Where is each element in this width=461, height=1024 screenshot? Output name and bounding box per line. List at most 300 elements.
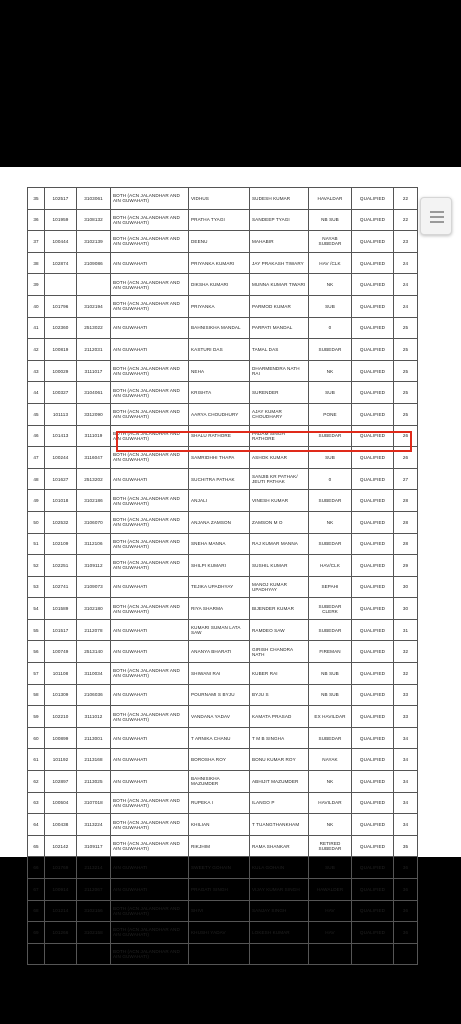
cell-sno: 54 xyxy=(28,598,45,620)
cell-father-name: PARPATI MANDAL xyxy=(250,317,309,339)
cell-candidate-name: ANANYA BHARATI xyxy=(189,641,250,663)
cell-centre: BOTH (ACN JALANDHAR AND AIN GUWAHATI) xyxy=(111,447,189,469)
cell-roll-no: 2113001 xyxy=(77,727,111,749)
cell-candidate-name: SAMRIDHHI THAPA xyxy=(189,447,250,469)
cell-rank: NB SUB xyxy=(309,663,352,685)
cell-roll-no: 3109117 xyxy=(77,835,111,857)
cell-roll-no: 3107018 xyxy=(77,792,111,814)
cell-candidate-name: SHALU RATHORE xyxy=(189,425,250,447)
table-row xyxy=(28,360,418,382)
cell-father-name: GIRISH CHANDRA NATH xyxy=(250,641,309,663)
cell-father-name: RAMA SHANKAR xyxy=(250,835,309,857)
cell-rank: NK xyxy=(309,274,352,296)
cell-form-no: 101589 xyxy=(45,598,77,620)
cell-marks: 25 xyxy=(394,360,418,382)
cell-status: QUALIFIED xyxy=(352,619,394,641)
cell-rank: EX HAVILDAR xyxy=(309,706,352,728)
cell-marks: 31 xyxy=(394,619,418,641)
cell-centre: BOTH (ACN JALANDHAR AND AIN GUWAHATI) xyxy=(111,209,189,231)
cell-form-no: 101018 xyxy=(45,490,77,512)
cell-status: QUALIFIED xyxy=(352,511,394,533)
cell-rank: SUBEDAR xyxy=(309,339,352,361)
cell-centre: BOTH (ACN JALANDHAR AND AIN GUWAHATI) xyxy=(111,425,189,447)
cell-sno: 42 xyxy=(28,339,45,361)
cell-roll-no: 3102156 xyxy=(77,900,111,922)
cell-status: QUALIFIED xyxy=(352,403,394,425)
cell-status: QUALIFIED xyxy=(352,274,394,296)
cell-rank: NB SUB xyxy=(309,209,352,231)
cell-form-no: 102210 xyxy=(45,706,77,728)
cell-sno: 62 xyxy=(28,771,45,793)
cell-marks: 34 xyxy=(394,749,418,771)
cell-father-name: SANDEEP TYAGI xyxy=(250,209,309,231)
cell-candidate-name: TEJIKA UPADHYAY xyxy=(189,576,250,598)
cell-centre: BOTH (ACN JALANDHAR AND AIN GUWAHATI) xyxy=(111,360,189,382)
cell-rank: HAVILDAR xyxy=(309,792,352,814)
cell-sno: 46 xyxy=(28,425,45,447)
table-row xyxy=(28,663,418,685)
cell-sno: 66 xyxy=(28,857,45,879)
table-row xyxy=(28,339,418,361)
cell-roll-no: 3102186 xyxy=(77,490,111,512)
cell-centre: BOTH (ACN JALANDHAR AND AIN GUWAHATI) xyxy=(111,792,189,814)
cell-status: QUALIFIED xyxy=(352,663,394,685)
cell-father-name: RAMDEO SAW xyxy=(250,619,309,641)
table-row xyxy=(28,922,418,944)
cell-rank: HAV xyxy=(309,900,352,922)
cell-father-name: BIJENDER KUMAR xyxy=(250,598,309,620)
cell-rank: SUBEDAR xyxy=(309,533,352,555)
cell-roll-no: 2113025 xyxy=(77,771,111,793)
cell-marks: 36 xyxy=(394,900,418,922)
cell-candidate-name: ANJANA ZAMSON xyxy=(189,511,250,533)
cell-centre: BOTH (ACN JALANDHAR AND AIN GUWAHATI) xyxy=(111,382,189,404)
cell-marks: 24 xyxy=(394,252,418,274)
cell-roll-no: 2112078 xyxy=(77,619,111,641)
cell-rank: NK xyxy=(309,360,352,382)
cell-marks: 29 xyxy=(394,555,418,577)
cell-father-name: KUBER RAI xyxy=(250,663,309,685)
cell-form-no: 102517 xyxy=(45,188,77,210)
cell-sno: 35 xyxy=(28,188,45,210)
cell-marks: 34 xyxy=(394,792,418,814)
cell-father-name: KULA GOHAIN xyxy=(250,857,309,879)
cell-father-name: TAMAL DAS xyxy=(250,339,309,361)
cell-centre: AIN GUWAHATI xyxy=(111,684,189,706)
cell-rank: NK xyxy=(309,814,352,836)
cell-rank: SUBEDAR CLERK xyxy=(309,598,352,620)
cell-rank: 0 xyxy=(309,468,352,490)
cell-form-no: 102532 xyxy=(45,511,77,533)
cell-status: QUALIFIED xyxy=(352,447,394,469)
cell-rank: SUBEDAR xyxy=(309,490,352,512)
cell-rank: RETIRED SUBEDAR xyxy=(309,835,352,857)
cell-sno: 49 xyxy=(28,490,45,512)
cell-form-no: 100899 xyxy=(45,727,77,749)
table-row xyxy=(28,295,418,317)
cell-status: QUALIFIED xyxy=(352,360,394,382)
cell-marks: 36 xyxy=(394,922,418,944)
cell-marks: 32 xyxy=(394,663,418,685)
cell-sno: 65 xyxy=(28,835,45,857)
cell-form-no: 100327 xyxy=(45,382,77,404)
cell-sno: 44 xyxy=(28,382,45,404)
cell-status: QUALIFIED xyxy=(352,576,394,598)
cell-candidate-name: BOROSHA ROY xyxy=(189,749,250,771)
cell-marks: 36 xyxy=(394,879,418,901)
cell-sno: 67 xyxy=(28,879,45,901)
table-row xyxy=(28,382,418,404)
cell-roll-no: 3104061 xyxy=(77,382,111,404)
cell-father-name: LOKESH KUMAR xyxy=(250,922,309,944)
cell-marks: 34 xyxy=(394,727,418,749)
cell-candidate-name: NEHA xyxy=(189,360,250,382)
cell-status: QUALIFIED xyxy=(352,879,394,901)
cell-roll-no: 2112031 xyxy=(77,339,111,361)
cell-roll-no: 3108132 xyxy=(77,209,111,231)
cell-sno: 43 xyxy=(28,360,45,382)
cell-status xyxy=(352,943,394,965)
cell-sno: 48 xyxy=(28,468,45,490)
cell-status: QUALIFIED xyxy=(352,339,394,361)
cell-status: QUALIFIED xyxy=(352,900,394,922)
table-row xyxy=(28,684,418,706)
cell-marks: 24 xyxy=(394,295,418,317)
cell-sno: 52 xyxy=(28,555,45,577)
cell-father-name: RAJ KUMAR MANNA xyxy=(250,533,309,555)
cell-rank: NK xyxy=(309,771,352,793)
cell-rank: SUBEDAR xyxy=(309,727,352,749)
cell-candidate-name: KUMARI SUMAN LATA SAW xyxy=(189,619,250,641)
cell-father-name: SUSHIL KUMAR xyxy=(250,555,309,577)
cell-status: QUALIFIED xyxy=(352,749,394,771)
cell-roll-no: 3102158 xyxy=(77,922,111,944)
cell-rank: SUB xyxy=(309,857,352,879)
cell-status: QUALIFIED xyxy=(352,533,394,555)
cell-rank: NK xyxy=(309,511,352,533)
cell-status: QUALIFIED xyxy=(352,727,394,749)
cell-sno: 41 xyxy=(28,317,45,339)
cell-rank: SUB xyxy=(309,382,352,404)
cell-father-name: VINESH KUMAR xyxy=(250,490,309,512)
cell-status: QUALIFIED xyxy=(352,835,394,857)
cell-marks: 32 xyxy=(394,641,418,663)
cell-centre: BOTH (ACN JALANDHAR AND AIN GUWAHATI) xyxy=(111,274,189,296)
cell-roll-no: 2112067 xyxy=(77,879,111,901)
cell-father-name: KAMATA PRASAD xyxy=(250,706,309,728)
table-row xyxy=(28,857,418,879)
cell-marks: 24 xyxy=(394,274,418,296)
cell-candidate-name: BAHNISIKHA MANDAL xyxy=(189,317,250,339)
cell-father-name: SANJAY SINGH xyxy=(250,900,309,922)
cell-rank: FIREMAN xyxy=(309,641,352,663)
cell-form-no: 101959 xyxy=(45,209,77,231)
cell-form-no: 101627 xyxy=(45,468,77,490)
cell-rank: NAYAB SUBEDAR xyxy=(309,231,352,253)
table-row xyxy=(28,619,418,641)
merit-list-table xyxy=(27,187,418,965)
cell-sno: 36 xyxy=(28,209,45,231)
cell-sno: 53 xyxy=(28,576,45,598)
cell-status: QUALIFIED xyxy=(352,792,394,814)
cell-centre: AIN GUWAHATI xyxy=(111,727,189,749)
cell-marks: 28 xyxy=(394,511,418,533)
table-row xyxy=(28,209,418,231)
cell-father-name: T M B SINGHA xyxy=(250,727,309,749)
cell-centre: AIN GUWAHATI xyxy=(111,771,189,793)
cell-roll-no: 3102139 xyxy=(77,231,111,253)
cell-sno xyxy=(28,943,45,965)
cell-father-name: PARMOD KUMAR xyxy=(250,295,309,317)
table-row xyxy=(28,598,418,620)
cell-form-no: 102142 xyxy=(45,835,77,857)
cell-father-name: SUDESH KUMAR xyxy=(250,188,309,210)
cell-candidate-name: KHUSHI YADAV xyxy=(189,922,250,944)
cell-roll-no: 2513022 xyxy=(77,317,111,339)
cell-marks: 27 xyxy=(394,468,418,490)
cell-centre: BOTH (ACN JALANDHAR AND AIN GUWAHATI) xyxy=(111,943,189,965)
cell-status: QUALIFIED xyxy=(352,684,394,706)
table-row xyxy=(28,252,418,274)
cell-centre: BOTH (ACN JALANDHAR AND AIN GUWAHATI) xyxy=(111,706,189,728)
cell-status: QUALIFIED xyxy=(352,641,394,663)
cell-marks: 26 xyxy=(394,447,418,469)
cell-roll-no: 2109086 xyxy=(77,252,111,274)
cell-marks: 25 xyxy=(394,382,418,404)
cell-form-no: 101192 xyxy=(45,749,77,771)
cell-rank: HAV/CLK xyxy=(309,555,352,577)
cell-rank: HAVALDAR xyxy=(309,188,352,210)
table-row xyxy=(28,814,418,836)
cell-status: QUALIFIED xyxy=(352,382,394,404)
cell-father-name: MAHABIR xyxy=(250,231,309,253)
cell-status: QUALIFIED xyxy=(352,231,394,253)
cell-candidate-name: PRATHA TYAGI xyxy=(189,209,250,231)
cell-father-name: AJAY KUMAR CHOUDHARY xyxy=(250,403,309,425)
table-row xyxy=(28,771,418,793)
table-row xyxy=(28,511,418,533)
cell-marks: 30 xyxy=(394,576,418,598)
cell-roll-no: 2113168 xyxy=(77,749,111,771)
cell-candidate-name: DEENU xyxy=(189,231,250,253)
cell-form-no: 101309 xyxy=(45,684,77,706)
cell-candidate-name: KRISHTA xyxy=(189,382,250,404)
table-row xyxy=(28,706,418,728)
cell-father-name: PADAM SINGH RATHORE xyxy=(250,425,309,447)
table-row xyxy=(28,425,418,447)
cell-father-name: ZAMSON M O xyxy=(250,511,309,533)
table-row xyxy=(28,576,418,598)
cell-centre: AIN GUWAHATI xyxy=(111,641,189,663)
cell-candidate-name: PRIYANKA xyxy=(189,295,250,317)
cell-candidate-name: SWEETY GOHAIN xyxy=(189,857,250,879)
table-row xyxy=(28,533,418,555)
cell-father-name: DHARMENDRA NATH RAI xyxy=(250,360,309,382)
cell-form-no: 101113 xyxy=(45,403,77,425)
cell-roll-no: 3110034 xyxy=(77,663,111,685)
cell-centre: AIN GUWAHATI xyxy=(111,252,189,274)
cell-father-name: ASHOK KUMAR xyxy=(250,447,309,469)
cell-status: QUALIFIED xyxy=(352,771,394,793)
cell-status: QUALIFIED xyxy=(352,295,394,317)
cell-marks: 28 xyxy=(394,533,418,555)
cell-sno: 57 xyxy=(28,663,45,685)
cell-form-no: 100504 xyxy=(45,792,77,814)
cell-roll-no: 3111012 xyxy=(77,706,111,728)
cell-sno: 63 xyxy=(28,792,45,814)
cell-father-name: JAY PRAKASH TIWARY xyxy=(250,252,309,274)
cell-centre: BOTH (ACN JALANDHAR AND AIN GUWAHATI) xyxy=(111,188,189,210)
cell-father-name: T TUANGTHANKHAM xyxy=(250,814,309,836)
cell-father-name: SANJIB KR PATHAK/ JEUTI PATHAK xyxy=(250,468,309,490)
cell-candidate-name: T ARNIKA CHANU xyxy=(189,727,250,749)
cell-form-no: 101517 xyxy=(45,619,77,641)
cell-centre: AIN GUWAHATI xyxy=(111,619,189,641)
table-row xyxy=(28,900,418,922)
cell-status: QUALIFIED xyxy=(352,922,394,944)
cell-centre: AIN GUWAHATI xyxy=(111,339,189,361)
cell-candidate-name: SHIWANI RAI xyxy=(189,663,250,685)
cell-father-name: BONU KUMAR ROY xyxy=(250,749,309,771)
cell-candidate-name: POURNAMI S BYJU xyxy=(189,684,250,706)
table-row xyxy=(28,879,418,901)
cell-candidate-name: PRIYANKA KUMARI xyxy=(189,252,250,274)
cell-sno: 37 xyxy=(28,231,45,253)
cell-sno: 68 xyxy=(28,900,45,922)
cell-sno: 45 xyxy=(28,403,45,425)
cell-sno: 39 xyxy=(28,274,45,296)
cell-roll-no: 3116047 xyxy=(77,447,111,469)
cell-roll-no: 2513140 xyxy=(77,641,111,663)
cell-rank: HAWALDER xyxy=(309,879,352,901)
cell-rank: NAYAK xyxy=(309,749,352,771)
cell-sno: 56 xyxy=(28,641,45,663)
cell-sno: 61 xyxy=(28,749,45,771)
cell-form-no: 102897 xyxy=(45,771,77,793)
cell-sno: 47 xyxy=(28,447,45,469)
cell-candidate-name: SNEHA MANNA xyxy=(189,533,250,555)
table-row xyxy=(28,835,418,857)
cell-rank: HAV /CLK xyxy=(309,252,352,274)
cell-status: QUALIFIED xyxy=(352,425,394,447)
cell-roll-no: 3102180 xyxy=(77,598,111,620)
table-row xyxy=(28,490,418,512)
cell-candidate-name: AARYA CHOUDHURY xyxy=(189,403,250,425)
cell-candidate-name: PRAGATI SINGH xyxy=(189,879,250,901)
cell-status: QUALIFIED xyxy=(352,490,394,512)
cell-centre: BOTH (ACN JALANDHAR AND AIN GUWAHATI) xyxy=(111,295,189,317)
cell-sno: 64 xyxy=(28,814,45,836)
cell-father-name: VIJAY KUMAR SINGH xyxy=(250,879,309,901)
cell-roll-no: 3103061 xyxy=(77,188,111,210)
cell-status: QUALIFIED xyxy=(352,188,394,210)
table-row xyxy=(28,749,418,771)
hamburger-menu-button[interactable] xyxy=(420,197,452,235)
cell-marks: 23 xyxy=(394,231,418,253)
table-row xyxy=(28,468,418,490)
cell-centre: BOTH (ACN JALANDHAR AND AIN GUWAHATI) xyxy=(111,511,189,533)
table-row xyxy=(28,403,418,425)
cell-centre: BOTH (ACN JALANDHAR AND AIN GUWAHATI) xyxy=(111,814,189,836)
cell-father-name: SURENDER xyxy=(250,382,309,404)
cell-roll-no: 2113214 xyxy=(77,857,111,879)
cell-candidate-name: SHIVI xyxy=(189,900,250,922)
cell-marks: 22 xyxy=(394,209,418,231)
cell-form-no: 100819 xyxy=(45,339,77,361)
cell-roll-no: 3111019 xyxy=(77,425,111,447)
cell-marks: 25 xyxy=(394,339,418,361)
cell-sno: 40 xyxy=(28,295,45,317)
cell-centre: AIN GUWAHATI xyxy=(111,879,189,901)
table-row xyxy=(28,727,418,749)
cell-form-no: 102360 xyxy=(45,317,77,339)
cell-sno: 58 xyxy=(28,684,45,706)
table-row xyxy=(28,231,418,253)
cell-roll-no: 3109112 xyxy=(77,555,111,577)
cell-marks: 33 xyxy=(394,684,418,706)
cell-status: QUALIFIED xyxy=(352,209,394,231)
cell-form-no: 100438 xyxy=(45,814,77,836)
cell-centre: BOTH (ACN JALANDHAR AND AIN GUWAHATI) xyxy=(111,598,189,620)
cell-roll-no: 3106070 xyxy=(77,511,111,533)
cell-form-no: 102874 xyxy=(45,252,77,274)
cell-roll-no xyxy=(77,274,111,296)
cell-form-no xyxy=(45,943,77,965)
cell-marks: 33 xyxy=(394,706,418,728)
cell-father-name: ABHIJIT MAZUMDER xyxy=(250,771,309,793)
cell-father-name: MANOJ KUMAR UPADHYAY xyxy=(250,576,309,598)
cell-centre: AIN GUWAHATI xyxy=(111,468,189,490)
cell-father-name: MUNNA KUMAR TIWARI xyxy=(250,274,309,296)
cell-marks: 35 xyxy=(394,835,418,857)
cell-status: QUALIFIED xyxy=(352,252,394,274)
cell-rank: 0 xyxy=(309,317,352,339)
cell-marks: 26 xyxy=(394,425,418,447)
cell-status: QUALIFIED xyxy=(352,706,394,728)
cell-sno: 51 xyxy=(28,533,45,555)
cell-form-no: 100444 xyxy=(45,231,77,253)
cell-candidate-name: VIDHUS xyxy=(189,188,250,210)
cell-form-no: 100244 xyxy=(45,447,77,469)
cell-candidate-name: DIKSHA KUMARI xyxy=(189,274,250,296)
cell-sno: 38 xyxy=(28,252,45,274)
cell-rank: SUB xyxy=(309,447,352,469)
cell-marks: 25 xyxy=(394,403,418,425)
cell-roll-no: 2106036 xyxy=(77,684,111,706)
table-row xyxy=(28,188,418,210)
cell-marks: 28 xyxy=(394,490,418,512)
cell-candidate-name: SHILPI KUMARI xyxy=(189,555,250,577)
cell-status: QUALIFIED xyxy=(352,468,394,490)
cell-status: QUALIFIED xyxy=(352,857,394,879)
cell-centre: AIN GUWAHATI xyxy=(111,576,189,598)
cell-sno: 59 xyxy=(28,706,45,728)
cell-candidate-name xyxy=(189,943,250,965)
cell-rank: SUB xyxy=(309,295,352,317)
cell-marks: 36 xyxy=(394,857,418,879)
table-row xyxy=(28,792,418,814)
cell-roll-no: 2109073 xyxy=(77,576,111,598)
cell-father-name: ILANGO P xyxy=(250,792,309,814)
table-row xyxy=(28,555,418,577)
cell-candidate-name: BAHNISIKHA MAZUMDER xyxy=(189,771,250,793)
cell-centre: BOTH (ACN JALANDHAR AND AIN GUWAHATI) xyxy=(111,533,189,555)
cell-centre: AIN GUWAHATI xyxy=(111,857,189,879)
cell-form-no xyxy=(45,274,77,296)
cell-status: QUALIFIED xyxy=(352,814,394,836)
cell-candidate-name: RIYA SHARMA xyxy=(189,598,250,620)
cell-centre: AIN GUWAHATI xyxy=(111,317,189,339)
